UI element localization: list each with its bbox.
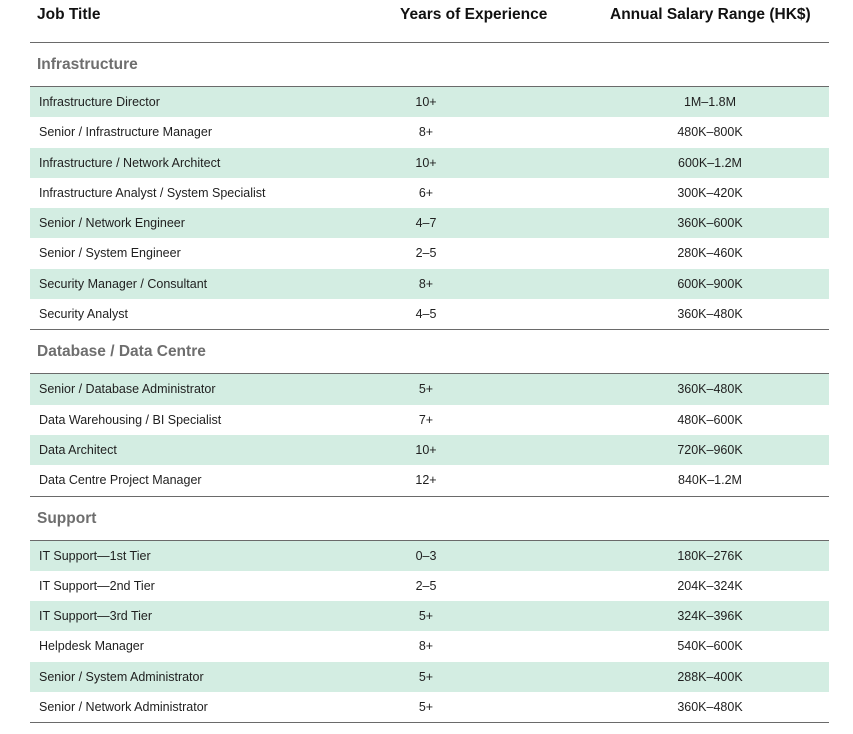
job-title-cell: Senior / Database Administrator xyxy=(39,382,216,397)
job-title-cell: Senior / Network Engineer xyxy=(39,216,185,231)
table-row xyxy=(30,148,829,178)
table-row xyxy=(30,178,829,208)
table-row xyxy=(30,208,829,238)
years-cell: 4–5 xyxy=(415,307,437,322)
salary-cell: 360K–480K xyxy=(677,307,743,322)
years-cell: 10+ xyxy=(415,95,437,109)
table-row xyxy=(30,87,829,117)
job-title-cell: Data Centre Project Manager xyxy=(39,473,202,488)
salary-cell: 288K–400K xyxy=(677,669,743,684)
table-row xyxy=(30,692,829,722)
table-row xyxy=(30,465,829,495)
table-row xyxy=(30,571,829,601)
years-cell: 10+ xyxy=(415,155,437,170)
section-header xyxy=(30,43,829,87)
salary-cell: 840K–1.2M xyxy=(678,473,742,488)
salary-cell: 1M–1.8M xyxy=(683,95,737,109)
table-header xyxy=(30,0,829,43)
salary-cell: 280K–460K xyxy=(677,246,743,261)
table-row xyxy=(30,662,829,692)
column-header-salary: Annual Salary Range (HK$) xyxy=(610,6,811,23)
job-title-cell: Senior / System Administrator xyxy=(39,669,204,684)
section-title: Support xyxy=(37,509,97,527)
job-title-cell: Senior / Infrastructure Manager xyxy=(39,125,212,140)
years-cell: 5+ xyxy=(418,669,434,684)
job-title-cell: Data Architect xyxy=(39,442,117,457)
job-title-cell: Senior / System Engineer xyxy=(39,246,181,261)
salary-cell: 324K–396K xyxy=(677,609,743,624)
salary-cell: 480K–600K xyxy=(677,412,743,427)
job-title-cell: Infrastructure Director xyxy=(39,95,160,109)
table-row xyxy=(30,117,829,147)
job-title-cell: Infrastructure Analyst / System Specialist xyxy=(39,185,266,200)
years-cell: 5+ xyxy=(418,382,434,397)
salary-cell: 360K–480K xyxy=(677,700,743,715)
salary-cell: 180K–276K xyxy=(677,548,743,563)
job-title-cell: IT Support—2nd Tier xyxy=(39,578,155,593)
table-row xyxy=(30,631,829,661)
job-title-cell: Senior / Network Administrator xyxy=(39,700,208,715)
years-cell: 5+ xyxy=(418,609,434,624)
salary-cell: 204K–324K xyxy=(677,578,743,593)
section-support xyxy=(30,497,829,724)
years-cell: 12+ xyxy=(415,473,437,488)
salary-table xyxy=(30,0,829,723)
table-body xyxy=(30,43,829,723)
column-header-years: Years of Experience xyxy=(400,6,548,23)
table-row xyxy=(30,405,829,435)
table-row xyxy=(30,238,829,268)
job-title-cell: IT Support—3rd Tier xyxy=(39,609,153,624)
job-title-cell: Data Warehousing / BI Specialist xyxy=(39,412,222,427)
years-cell: 7+ xyxy=(418,412,434,427)
job-title-cell: Helpdesk Manager xyxy=(39,639,144,654)
years-cell: 8+ xyxy=(418,276,434,291)
years-cell: 2–5 xyxy=(415,578,437,593)
salary-cell: 540K–600K xyxy=(677,639,743,654)
salary-cell: 360K–600K xyxy=(677,216,743,231)
years-cell: 8+ xyxy=(418,639,434,654)
table-row xyxy=(30,435,829,465)
years-cell: 10+ xyxy=(415,442,437,457)
table-row xyxy=(30,269,829,299)
years-cell: 0–3 xyxy=(415,548,437,563)
section-title: Infrastructure xyxy=(37,56,138,73)
years-cell: 4–7 xyxy=(415,216,437,231)
years-cell: 5+ xyxy=(418,700,434,715)
table-row xyxy=(30,299,829,329)
section-header xyxy=(30,330,829,374)
section-title: Database / Data Centre xyxy=(37,343,206,361)
job-title-cell: Security Manager / Consultant xyxy=(39,276,208,291)
salary-cell: 360K–480K xyxy=(677,382,743,397)
table-row xyxy=(30,541,829,571)
salary-cell: 720K–960K xyxy=(677,442,743,457)
salary-cell: 600K–900K xyxy=(677,276,743,291)
salary-cell: 480K–800K xyxy=(677,125,743,140)
section-database-data-centre xyxy=(30,330,829,496)
section-infrastructure xyxy=(30,43,829,330)
salary-cell: 600K–1.2M xyxy=(678,155,742,170)
column-header-job-title: Job Title xyxy=(37,6,101,23)
table-row xyxy=(30,374,829,404)
years-cell: 6+ xyxy=(418,185,434,200)
section-header xyxy=(30,497,829,541)
years-cell: 8+ xyxy=(418,125,434,140)
job-title-cell: Security Analyst xyxy=(39,307,128,322)
job-title-cell: Infrastructure / Network Architect xyxy=(39,155,221,170)
job-title-cell: IT Support—1st Tier xyxy=(39,548,151,563)
years-cell: 2–5 xyxy=(415,246,437,261)
salary-cell: 300K–420K xyxy=(677,185,743,200)
table-row xyxy=(30,601,829,631)
